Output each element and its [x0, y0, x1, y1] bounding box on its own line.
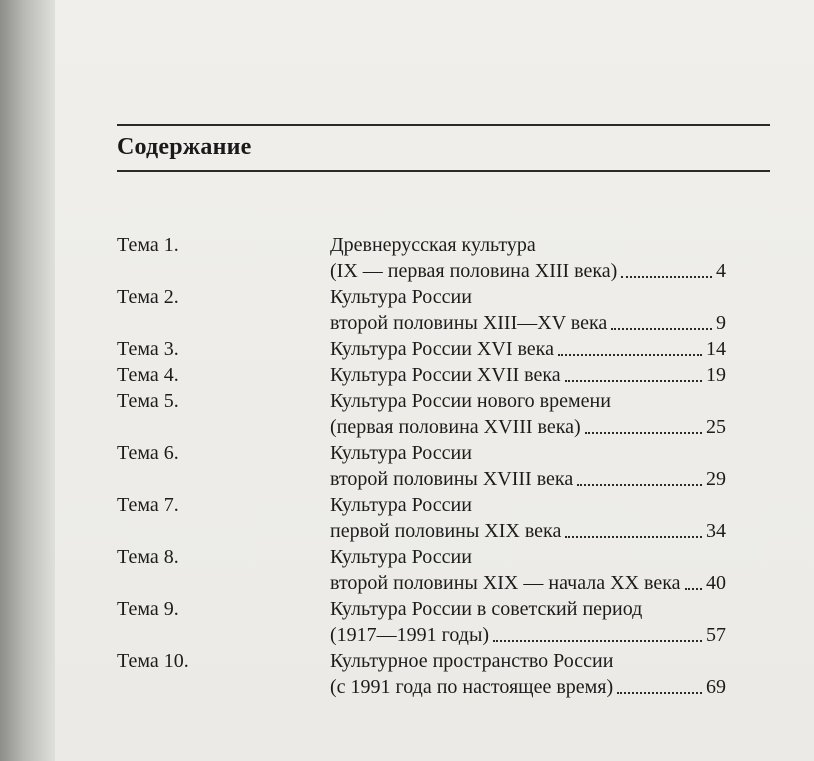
- toc-entry-title: второй половины XIX — начала XX века: [330, 572, 681, 594]
- toc-topic-label: Тема 2.: [117, 286, 179, 308]
- toc-topic-label: Тема 6.: [117, 442, 179, 464]
- toc-topic-label: Тема 1.: [117, 234, 179, 256]
- toc-entry-title: Культура России XVII века: [330, 364, 561, 386]
- toc-entry-row: [330, 672, 726, 702]
- page-number: 25: [706, 416, 726, 438]
- dot-leader: [585, 431, 702, 434]
- toc-entry-title: Культура России в советский период: [330, 598, 643, 620]
- dot-leader: [577, 483, 702, 486]
- toc-topic-label: Тема 4.: [117, 364, 179, 386]
- toc-entry-title: Культура России: [330, 286, 472, 308]
- toc-entry-title: (1917—1991 годы): [330, 624, 490, 646]
- page-number: 14: [706, 338, 726, 360]
- toc-entry-title: (IX — первая половина XIII века): [330, 260, 618, 282]
- heading-rule-bottom: [117, 170, 770, 172]
- page-number: 34: [706, 520, 726, 542]
- dot-leader: [565, 379, 702, 382]
- toc-entry-title: первой половины XIX века: [330, 520, 562, 542]
- dot-leader: [493, 639, 702, 642]
- toc-entry-title: второй половины XVIII века: [330, 468, 574, 490]
- toc-line: [117, 672, 770, 702]
- toc-topic-label: Тема 5.: [117, 390, 179, 412]
- toc-entry-title: Культурное пространство России: [330, 650, 614, 672]
- page-number: 57: [706, 624, 726, 646]
- dot-leader: [621, 275, 712, 278]
- toc-entry-title: Культура России нового времени: [330, 390, 611, 412]
- toc-entry-title: Культура России: [330, 494, 472, 516]
- toc-topic-label: Тема 10.: [117, 650, 189, 672]
- contents-heading: Содержание: [117, 134, 252, 160]
- dot-leader: [565, 535, 702, 538]
- dot-leader: [617, 691, 702, 694]
- dot-leader: [558, 353, 702, 356]
- toc-entry-title: Культура России: [330, 546, 472, 568]
- toc-entry-title: Культура России XVI века: [330, 338, 554, 360]
- page-number: 69: [706, 676, 726, 698]
- page-number: 19: [706, 364, 726, 386]
- page-number: 9: [716, 312, 726, 334]
- heading-rule-top: [117, 124, 770, 126]
- toc-topic-label: Тема 8.: [117, 546, 179, 568]
- toc-entry-title: Культура России: [330, 442, 472, 464]
- dot-leader: [611, 327, 712, 330]
- toc-topic-label: Тема 3.: [117, 338, 179, 360]
- toc-entry-title: (с 1991 года по настоящее время): [330, 676, 614, 698]
- page-number: 29: [706, 468, 726, 490]
- page-number: 40: [706, 572, 726, 594]
- toc-entry-title: (первая половина XVIII века): [330, 416, 581, 438]
- dot-leader: [685, 587, 702, 590]
- toc-entry-title: второй половины XIII—XV века: [330, 312, 608, 334]
- toc-entry-title: Древнерусская культура: [330, 234, 536, 256]
- toc-topic-label: Тема 9.: [117, 598, 179, 620]
- page-number: 4: [716, 260, 726, 282]
- toc-topic-label: Тема 7.: [117, 494, 179, 516]
